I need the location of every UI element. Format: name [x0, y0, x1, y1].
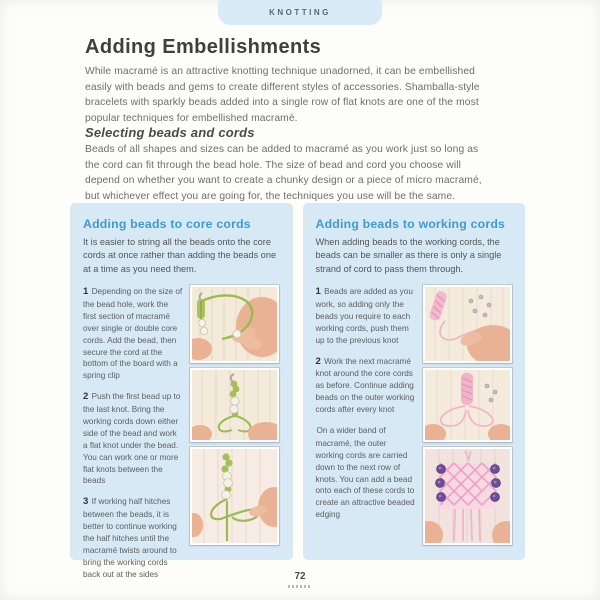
box-core-photos — [190, 285, 279, 581]
footer-mark — [288, 585, 312, 588]
step-text: If working half hitches between the beads, it is better to continue working the half hitches until the macramé twists around to bring the working cords back out at the sides — [83, 497, 177, 579]
box-working-heading: Adding beads to working cords — [315, 217, 506, 231]
step-item — [83, 390, 183, 487]
step-item — [83, 285, 183, 382]
photo-core-step1 — [190, 285, 279, 363]
photo-working-step1-image — [425, 287, 510, 361]
photo-core-step3 — [190, 447, 279, 545]
box-working-body — [316, 285, 513, 545]
chapter-tab-label: KNOTTING — [269, 8, 331, 17]
step-item — [83, 495, 183, 580]
box-working-intro: When adding beads to the working cords, the beads can be smaller as there is only a single strand of cord to pass them through. — [315, 237, 502, 274]
step-number: 1 — [83, 286, 89, 298]
photo-core-step2 — [190, 368, 279, 442]
section-subheading: Selecting beads and cords — [85, 125, 255, 140]
photo-working-step3-image — [425, 449, 510, 543]
box-core-heading: Adding beads to core cords — [83, 217, 251, 231]
box-core-cords — [70, 203, 293, 579]
step-text: Push the first bead up to the last knot. Bring the working cords down either side of the bead and work a flat knot under the bead. You can work one or more flat knots between the beads — [83, 392, 181, 486]
step-item — [316, 424, 416, 521]
step-number: 2 — [83, 391, 89, 403]
box-working-steps — [316, 285, 416, 545]
photo-working-step3 — [423, 447, 512, 545]
page-title: Adding Embellishments — [85, 36, 322, 58]
photo-core-step2-image — [192, 370, 277, 440]
box-core-intro: It is easier to string all the beads onto the core cords at once rather than adding the beads one at a time as you need them. — [83, 237, 277, 274]
box-core-steps — [83, 285, 183, 581]
photo-working-step2-image — [425, 370, 510, 440]
step-text: Work the next macramé knot around the core cords as before. Continue adding beads on the outer working cords after every knot — [315, 356, 415, 415]
step-text: Beads are added as you work, so adding only the beads you require to each working cords, push them up to the previous knot — [315, 287, 413, 345]
step-number: 3 — [83, 496, 89, 508]
photo-working-step2 — [423, 368, 512, 442]
subheading-paragraph: Beads of all shapes and sizes can be added to macramé as you work just so long as the cord can fit through the bead hole. The size of bead and cord you choose will depend on whether you want to create a chunky design or a piece of micro macramé, but whichever effect you are going for, the techniques you use will be the same. — [85, 144, 482, 202]
step-item — [316, 285, 416, 346]
box-working-cords — [303, 203, 526, 560]
step-text: On a wider band of macramé, the outer working cords are carried down to the next row of knots. You can add a bead onto each of these cords to create an attractive beaded edging — [315, 425, 415, 520]
step-number: 1 — [315, 286, 321, 298]
photo-core-step3-image — [192, 449, 277, 543]
step-text: Depending on the size of the bead hole, work the first section of macramé over single or double core cords. Add the bead, then secure the cord at the bottom of the board with a spring clip — [83, 287, 183, 381]
intro-paragraph: While macramé is an attractive knotting technique unadorned, it can be embellished easily with beads and gems to create different styles of accessories. Shamballa-style bracelets with sparkly beads added into a single row of flat knots are one of the most popular techniques for embellished macramé. — [85, 66, 480, 124]
step-item — [316, 355, 416, 416]
chapter-tab — [218, 0, 382, 25]
photo-core-step1-image — [192, 287, 277, 361]
box-working-photos — [423, 285, 512, 545]
step-number: 2 — [315, 355, 321, 367]
box-core-body — [83, 285, 280, 581]
page-number: 72 — [294, 571, 306, 582]
photo-working-step1 — [423, 285, 512, 363]
